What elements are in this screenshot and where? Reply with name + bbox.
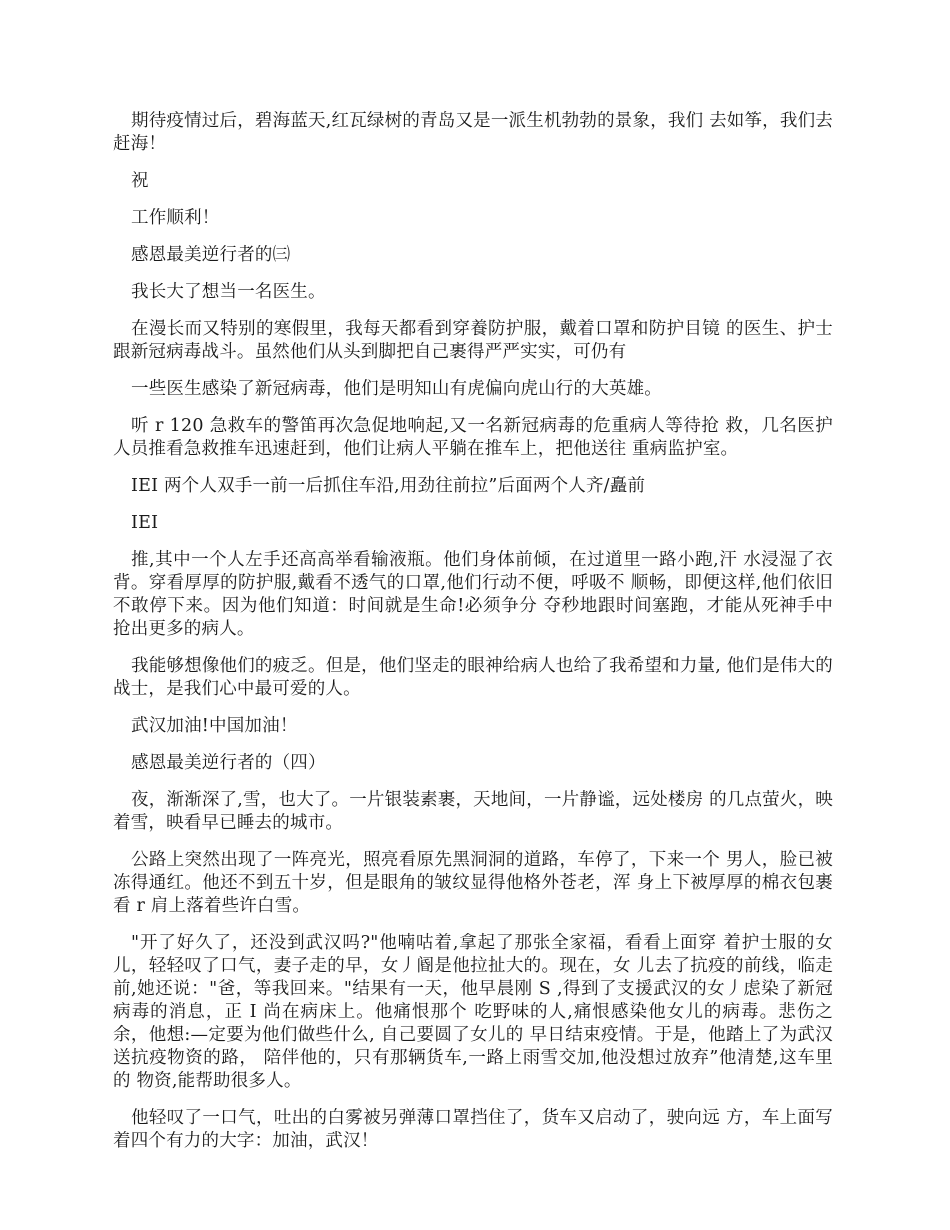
paragraph: 公路上突然出现了一阵亮光，照亮看原先黑洞洞的道路，车停了，下来一个 男人，脸已被冻得通红。他还不到五十岁，但是眼角的皱纹显得他格外苍老，浑 身上下被厚厚的棉衣包裹看 r 肩上落着些许白雪。 [113, 850, 833, 916]
paragraph: 武汉加油!中国加油！ [131, 716, 298, 736]
paragraph: 一些医生感染了新冠病毒，他们是明知山有虎偏向虎山行的大英雄。 [131, 379, 662, 399]
paragraph: 推,其中一个人左手还高高举看输液瓶。他们身体前倾，在过道里一路小跑,汗 水浸湿了衣背。穿看厚厚的防护服,戴看不透气的口罩,他们行动不便，呼吸不 顺畅，即便这样,他们依旧不敢停下来。因为他们知道：时间就是生命!必须争分 夺秒地跟时间塞跑，才能从死神手中抢出更多的病人。 [113, 550, 833, 639]
paragraph: 我长大了想当一名医生。 [131, 282, 326, 302]
paragraph: 他轻叹了一口气，吐出的白雾被另弹薄口罩挡住了，货车又启动了，驶向远 方，车上面写着四个有力的大字：加油，武汉！ [113, 1108, 833, 1151]
paragraph: 在漫长而又特别的寒假里，我每天都看到穿養防护服，戴着口罩和防护目镜 的医生、护士跟新冠病毒战斗。虽然他们从头到脚把自己裹得严严实实，可仍有 [113, 319, 833, 362]
document-body [113, 110, 833, 1167]
paragraph: 夜，渐渐深了,雪，也大了。一片银装素裹，天地间，一片静谧，远处楼房 的几点萤火，映着雪，映看早已睡去的城市。 [113, 790, 833, 833]
paragraph: 工作顺利！ [131, 208, 220, 228]
paragraph: 祝 [131, 171, 149, 191]
paragraph: IEI [131, 513, 159, 533]
section-heading: 感恩最美逆行者的㈢ [131, 245, 291, 265]
paragraph: 我能够想像他们的疲乏。但是，他们坚走的眼神给病人也给了我希望和力量, 他们是伟大的战士，是我们心中最可爱的人。 [113, 656, 833, 699]
section-heading: 感恩最美逆行者的（四） [131, 753, 326, 773]
paragraph: IEI 两个人双手一前一后抓住车沿,用劲往前拉”后面两个人齐/矗前 [131, 476, 646, 496]
paragraph: 听 r 120 急救车的警笛再次急促地响起,又一名新冠病毒的危重病人等待抢 救，几名医护人员推看急救推车迅速赶到，他们让病人平躺在推车上，把他送往 重病监护室。 [113, 416, 833, 459]
paragraph: "开了好久了，还没到武汉吗?"他喃咕着,拿起了那张全家福，看看上面穿 着护士服的女儿，轻轻叹了口气，妻子走的早，女丿阍是他拉扯大的。现在，女 儿去了抗疫的前线，临走前,她还说："爸，等我回来。"结果有一天，他早晨刚 S ,得到了支援武汉的女丿虑染了新冠病毒的消息，正 I 尚在病床上。他痛恨那个 吃野味的人,痛恨感染他女儿的病毒。悲伤之余，他想:—定要为他们做些什么, 自己要圆了女儿的 早日结束疫情。于是，他踏上了为武汉送抗疫物资的路， 陪伴他的，只有那辆货车,一路上雨雪交加,他没想过放弃”他清楚,这车里的 物资,能帮助很多人。 [113, 933, 833, 1091]
paragraph: 期待疫情过后，碧海蓝天,红瓦绿树的青岛又是一派生机勃勃的景象，我们 去如筝，我们去赶海！ [113, 111, 833, 154]
